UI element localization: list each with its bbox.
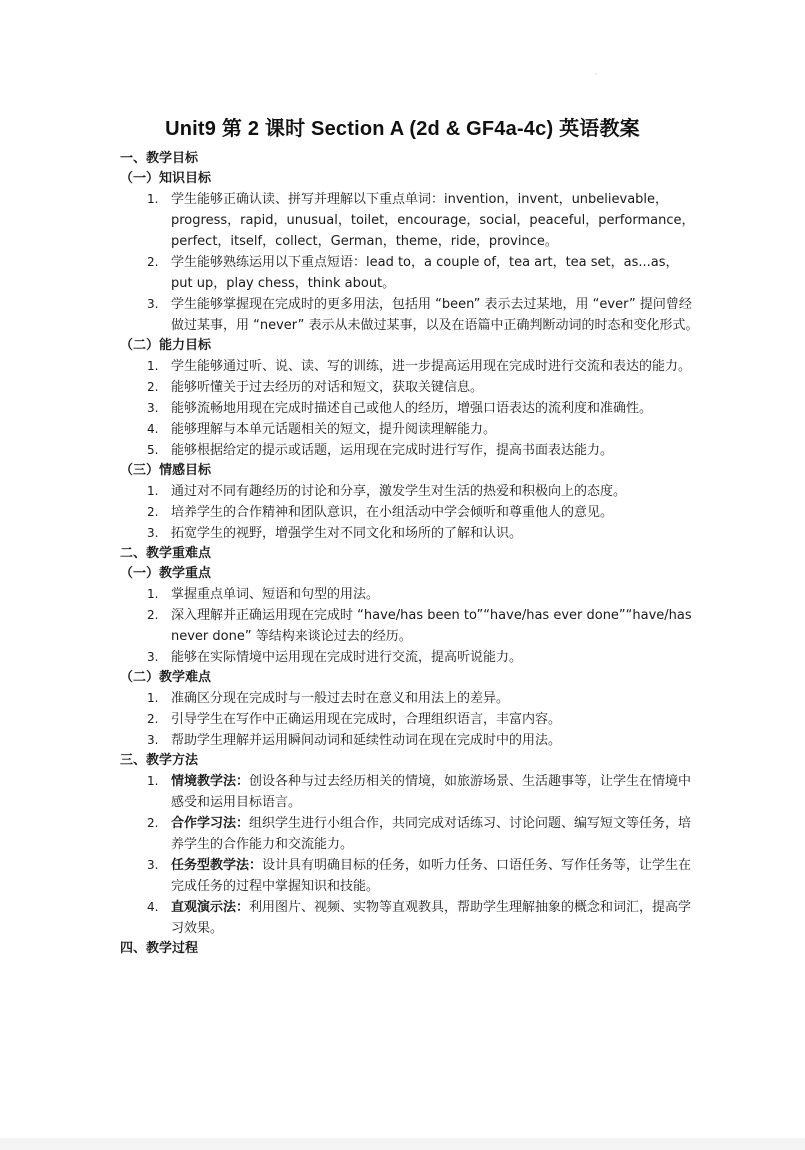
- subsection-heading: （一）教学重点: [120, 566, 212, 581]
- list-item: 1. 情境教学法：创设各种与过去经历相关的情境，如旅游场景、生活趣事等，让学生在情境中感受和运用目标语言。: [147, 774, 692, 810]
- subsection-heading: （三）情感目标: [120, 463, 212, 478]
- ability-goals-list: [120, 356, 700, 461]
- list-item: 3. 能够流畅地用现在完成时描述自己或他人的经历，增强口语表达的流利度和准确性。: [147, 401, 653, 416]
- corner-mark: ': [595, 72, 597, 80]
- document-body: [120, 149, 700, 959]
- list-item: 1. 学生能够正确认读、拼写并理解以下重点单词：invention，invent，unbelievable，progress，rapid，unusual，toilet，encourage，social，peaceful，performance，perfect，itself，collect，German，theme，ride，province。: [147, 192, 695, 249]
- list-item: 1. 掌握重点单词、短语和句型的用法。: [147, 587, 380, 602]
- list-item: 2. 能够听懂关于过去经历的对话和短文，获取关键信息。: [147, 380, 484, 395]
- list-item: 2. 学生能够熟练运用以下重点短语：lead to，a couple of，tea art，tea set，as...as，put up，play chess，think about。: [147, 255, 679, 291]
- section-heading: 二、教学重难点: [120, 546, 212, 561]
- subsection-heading: （一）知识目标: [120, 171, 212, 186]
- knowledge-goals-list: [120, 189, 700, 336]
- page-bottom-edge: [0, 1138, 805, 1150]
- list-item: 3. 能够在实际情境中运用现在完成时进行交流，提高听说能力。: [147, 650, 523, 665]
- list-item: 4. 能够理解与本单元话题相关的短文，提升阅读理解能力。: [147, 422, 497, 437]
- list-item: 3. 拓宽学生的视野，增强学生对不同文化和场所的了解和认识。: [147, 526, 523, 541]
- list-item: 3. 帮助学生理解并运用瞬间动词和延续性动词在现在完成时中的用法。: [147, 733, 562, 748]
- list-item: 1. 准确区分现在完成时与一般过去时在意义和用法上的差异。: [147, 691, 510, 706]
- list-item: 3. 学生能够掌握现在完成时的更多用法，包括用 “been” 表示去过某地，用 “ever” 提问曾经做过某事，用 “never” 表示从未做过某事，以及在语篇中正确判断动词的时态和变化形式。: [147, 297, 699, 333]
- list-item: 4. 直观演示法：利用图片、视频、实物等直观教具，帮助学生理解抽象的概念和词汇，提高学习效果。: [147, 900, 692, 936]
- section-heading: 一、教学目标: [120, 151, 199, 166]
- list-item: 1. 学生能够通过听、说、读、写的训练，进一步提高运用现在完成时进行交流和表达的能力。: [147, 359, 692, 374]
- section-heading: 三、教学方法: [120, 753, 199, 768]
- subsection-heading: （二）能力目标: [120, 338, 212, 353]
- teaching-methods-list: [120, 771, 700, 939]
- list-item: 5. 能够根据给定的提示或话题，运用现在完成时进行写作，提高书面表达能力。: [147, 443, 614, 458]
- page-title: Unit9 第 2 课时 Section A (2d & GF4a-4c) 英语教案: [165, 118, 640, 140]
- subsection-heading: （二）教学难点: [120, 670, 212, 685]
- difficult-points-list: [120, 688, 700, 751]
- list-item: 1. 通过对不同有趣经历的讨论和分享，激发学生对生活的热爱和积极向上的态度。: [147, 484, 627, 499]
- list-item: 2. 引导学生在写作中正确运用现在完成时，合理组织语言，丰富内容。: [147, 712, 562, 727]
- list-item: 2. 深入理解并正确运用现在完成时 “have/has been to”“have/has ever done”“have/has never done” 等结构来谈论过去的经历。: [147, 608, 692, 644]
- list-item: 2. 培养学生的合作精神和团队意识，在小组活动中学会倾听和尊重他人的意见。: [147, 505, 614, 520]
- section-heading: 四、教学过程: [120, 941, 199, 956]
- list-item: 3. 任务型教学法：设计具有明确目标的任务，如听力任务、口语任务、写作任务等，让学生在完成任务的过程中掌握知识和技能。: [147, 858, 692, 894]
- emotional-goals-list: [120, 481, 700, 544]
- list-item: 2. 合作学习法：组织学生进行小组合作，共同完成对话练习、讨论问题、编写短文等任务，培养学生的合作能力和交流能力。: [147, 816, 692, 852]
- key-points-list: [120, 584, 700, 668]
